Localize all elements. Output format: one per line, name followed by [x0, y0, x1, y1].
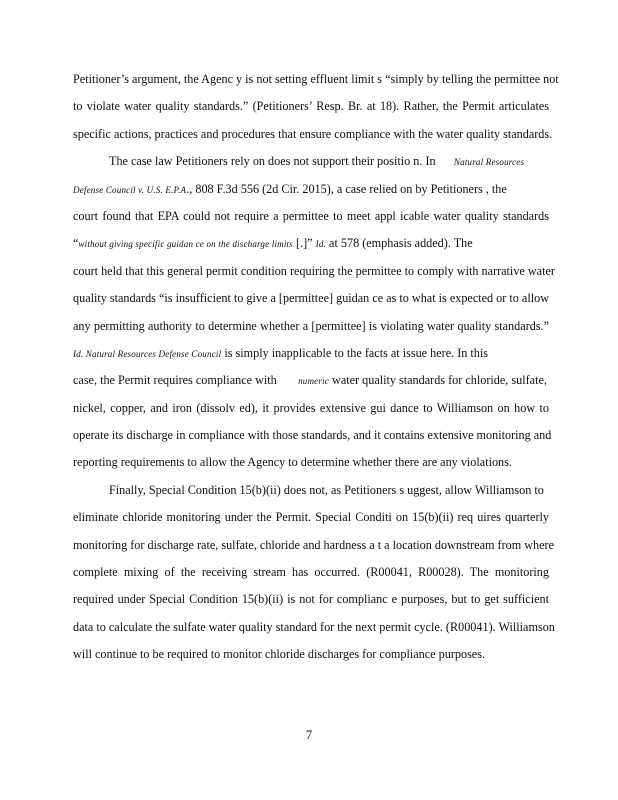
page-number: 7: [305, 728, 313, 742]
text-line: monitoring for discharge rate, sulfate, chloride and hardness a t a location downstream from where: [73, 537, 555, 552]
text-run: “: [73, 236, 79, 251]
case-name-italic: Id. Natural Resources Defense Council: [73, 348, 222, 359]
text-line: will continue to be required to monitor chloride discharges for compliance purposes.: [73, 647, 486, 662]
text-line: specific actions, practices and procedures that ensure compliance with the water quality standards.: [73, 126, 553, 141]
text-line: court found that EPA could not require a permittee to meet appl icable water quality standards: [73, 208, 549, 223]
text-run: at 578 (emphasis added). The: [326, 236, 473, 251]
text-line: eliminate chloride monitoring under the Permit. Special Conditi on 15(b)(ii) req uires quarterly: [73, 510, 549, 525]
text-run: is simply inapplicable to the facts at issue here. In this: [221, 345, 489, 360]
text-line: [73, 176, 549, 203]
text-line: operate its discharge in compliance with those standards, and it contains extensive monitoring and: [73, 428, 552, 443]
document-body: [73, 66, 559, 669]
text-line: quality standards “is insufficient to give a [permittee] guidan ce as to what is expected or to allow: [73, 291, 549, 306]
text-run: case, the Permit requires compliance with: [73, 373, 277, 388]
text-line: Finally, Special Condition 15(b)(ii) does not, as Petitioners s uggest, allow Williamson to: [109, 482, 544, 497]
text-line: data to calculate the sulfate water quality standard for the next permit cycle. (R00041). Williamson: [73, 619, 555, 634]
text-run: The case law Petitioners rely on does not support their positio n. In: [109, 154, 436, 169]
case-name-italic: Natural Resources: [453, 157, 525, 168]
quotation-italic: without giving specific guidan ce on the discharge limits: [78, 239, 293, 250]
text-line: [73, 340, 549, 367]
text-line: required under Special Condition 15(b)(ii) is not for complianc e purposes, but to get sufficient: [73, 592, 549, 607]
text-run: [.]”: [292, 236, 316, 251]
text-line: reporting requirements to allow the Agency to determine whether there are any violations.: [73, 455, 512, 470]
citation-italic: Id.: [315, 239, 326, 250]
emphasis-italic: numeric: [298, 376, 329, 387]
text-line: Petitioner’s argument, the Agenc y is not setting effluent limit s “simply by telling the permittee not: [73, 72, 559, 86]
text-line: [73, 367, 549, 394]
text-line: complete mixing of the receiving stream has occurred. (R00041, R00028). The monitoring: [73, 565, 549, 580]
text-line: to violate water quality standards.” (Petitioners’ Resp. Br. at 18). Rather, the Permit articulates: [73, 99, 549, 114]
text-line: any permitting authority to determine whether a [permittee] is violating water quality standards.”: [73, 318, 549, 333]
text-run: ., 808 F.3d 556 (2d Cir. 2015), a case relied on by Petitioners , the: [186, 181, 507, 196]
text-line: [73, 148, 549, 175]
text-run: water quality standards for chloride, sulfate,: [328, 373, 547, 388]
text-line: court held that this general permit condition requiring the permittee to comply with narrative water: [73, 263, 555, 278]
case-name-italic: Defense Council v. U.S. E.P.A: [73, 184, 187, 195]
text-line: [73, 230, 549, 257]
text-line: nickel, copper, and iron (dissolv ed), it provides extensive gui dance to Williamson on how to: [73, 400, 549, 415]
